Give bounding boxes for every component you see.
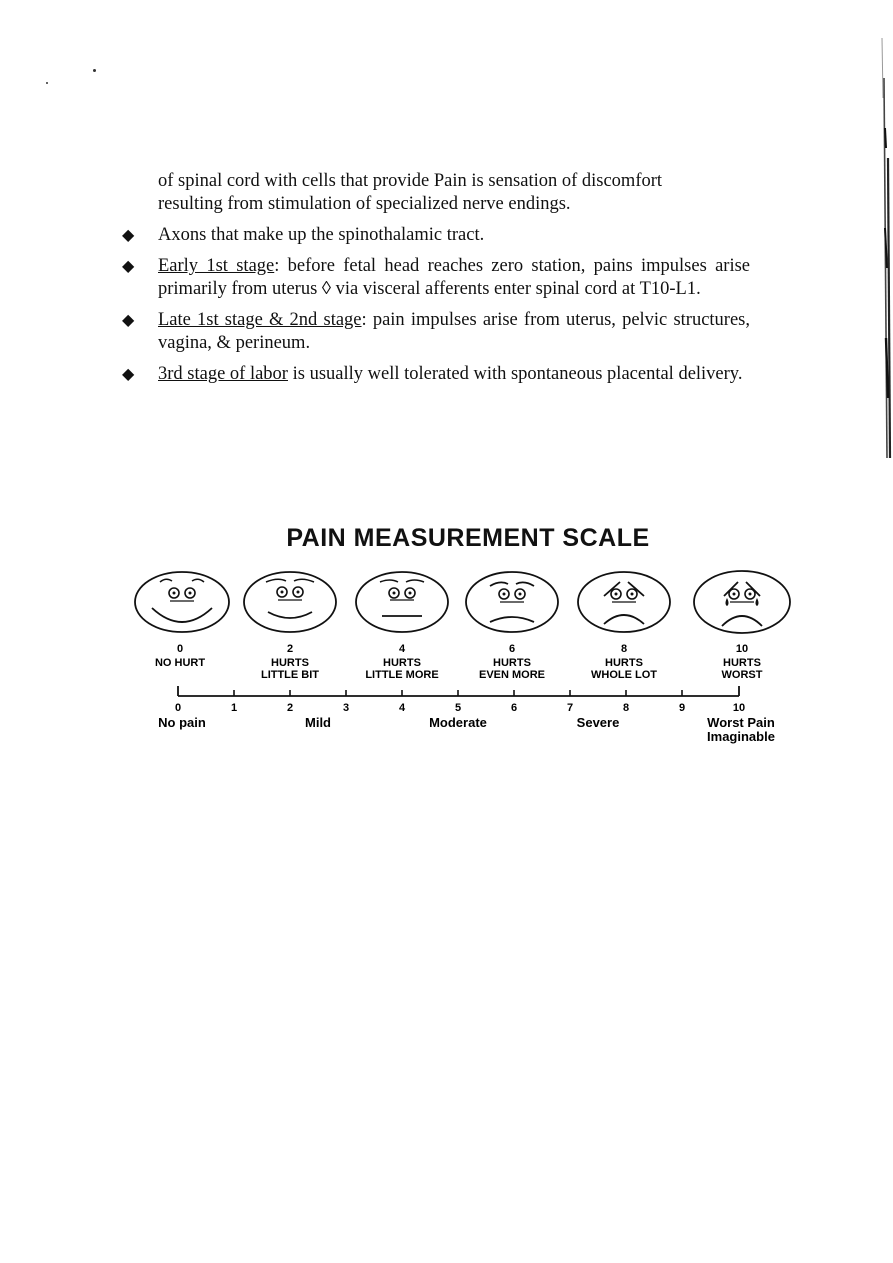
tick-label: 0 <box>174 702 182 714</box>
face-label: WHOLE LOT <box>591 669 657 681</box>
diamond-bullet-icon: ◆ <box>122 366 135 383</box>
bullet-text: Axons that make up the spinothalamic tract. <box>158 225 485 245</box>
body-text <box>110 170 750 394</box>
face-label: HURTS <box>493 657 531 669</box>
face-number: 10 <box>735 643 749 655</box>
intro-line-1: of spinal cord with cells that provide Pain is sensation of discomfort <box>158 171 663 191</box>
intro-paragraph <box>158 170 750 216</box>
category-label: Imaginable <box>707 729 775 744</box>
face-label: EVEN MORE <box>478 669 546 681</box>
category-label: Severe <box>576 715 620 730</box>
face-no-hurt-icon <box>135 572 229 632</box>
face-label: LITTLE MORE <box>365 669 439 681</box>
face-hurts-little-bit-icon <box>244 572 336 632</box>
scale-figure <box>128 520 808 750</box>
face-label: WORST <box>721 669 763 681</box>
tick-label: 3 <box>342 702 350 714</box>
bullet-lead: 3rd stage of labor <box>158 364 288 384</box>
bullet-lead: Late 1st stage & 2nd stage <box>158 310 362 330</box>
tick-label: 9 <box>678 702 686 714</box>
diamond-bullet-icon: ◆ <box>122 227 135 244</box>
face-hurts-little-more-icon <box>356 572 448 632</box>
face-number: 6 <box>508 643 516 655</box>
face-number: 0 <box>176 643 184 655</box>
tick-label: 6 <box>510 702 518 714</box>
tick-label: 1 <box>230 702 238 714</box>
pain-measurement-scale <box>128 520 808 750</box>
tick-label: 7 <box>566 702 574 714</box>
face-label: HURTS <box>723 657 761 669</box>
scan-edge <box>878 38 892 458</box>
face-hurts-whole-lot-icon <box>578 572 670 632</box>
face-label: NO HURT <box>154 657 206 669</box>
face-label: HURTS <box>383 657 421 669</box>
intro-line-2: resulting from stimulation of specialized nerve endings. <box>158 194 571 214</box>
tick-label: 4 <box>398 702 406 714</box>
bullet-item <box>110 224 750 247</box>
face-number: 4 <box>398 643 406 655</box>
bullet-lead: Early 1st stage <box>158 256 275 276</box>
bullet-text: : pain impulses arise from uterus, pelvic structures, vagina, & perineum. <box>158 310 750 353</box>
diamond-bullet-icon: ◆ <box>122 312 135 329</box>
bullet-item <box>110 255 750 301</box>
diamond-bullet-icon: ◆ <box>122 258 135 275</box>
scan-speck <box>46 82 48 84</box>
bullet-item <box>110 363 750 386</box>
scan-speck <box>93 69 96 72</box>
numeric-scale-axis <box>178 686 739 696</box>
face-label: LITTLE BIT <box>260 669 320 681</box>
face-hurts-even-more-icon <box>466 572 558 632</box>
face-label: HURTS <box>605 657 643 669</box>
face-number: 8 <box>620 643 628 655</box>
bullet-text: : before fetal head reaches zero station, pains impulses arise primarily from uterus ◊ via visceral afferents enter spinal cord at T10-L1. <box>158 256 750 299</box>
bullet-text: is usually well tolerated with spontaneous placental delivery. <box>287 364 743 384</box>
face-hurts-worst-icon <box>694 571 790 633</box>
tick-label: 2 <box>286 702 294 714</box>
category-label: Moderate <box>429 715 487 730</box>
tick-label: 10 <box>732 702 746 714</box>
scale-title: PAIN MEASUREMENT SCALE <box>286 524 650 552</box>
category-label: No pain <box>158 715 206 730</box>
category-label: Mild <box>305 715 331 730</box>
face-number: 2 <box>286 643 294 655</box>
face-label: HURTS <box>271 657 309 669</box>
tick-label: 5 <box>454 702 462 714</box>
tick-label: 8 <box>622 702 630 714</box>
category-label: Worst Pain <box>707 715 775 730</box>
bullet-item <box>110 309 750 355</box>
